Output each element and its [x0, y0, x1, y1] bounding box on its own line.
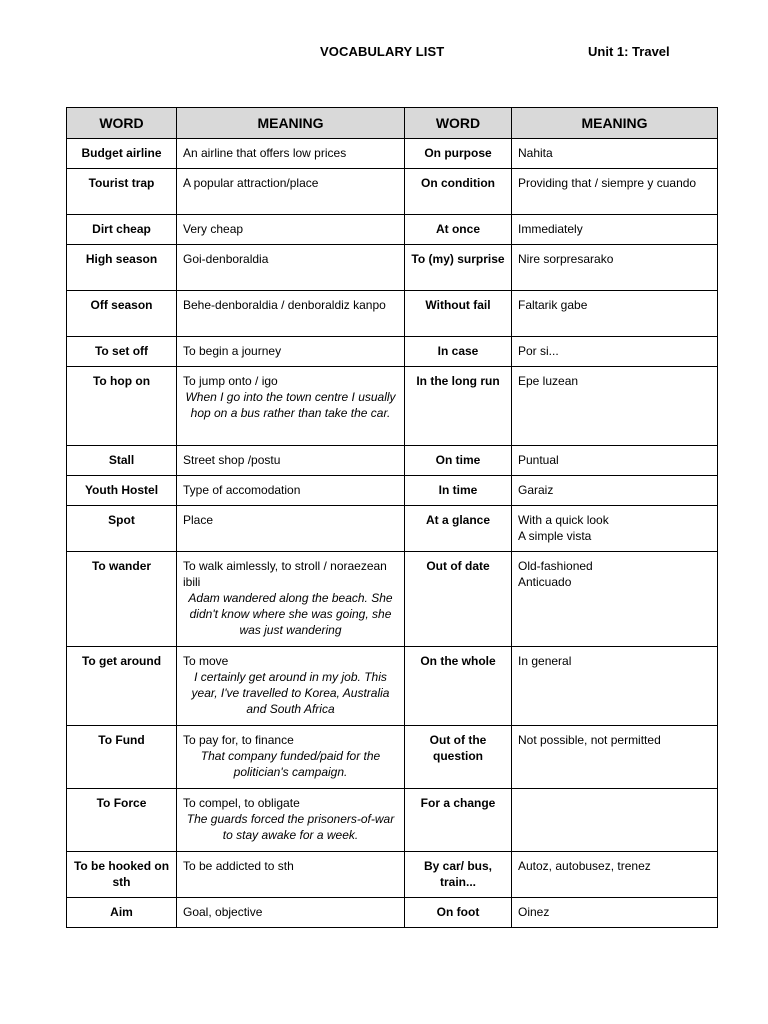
word-cell: High season: [67, 245, 177, 291]
meaning-line: With a quick look: [518, 513, 609, 527]
meaning-text: An airline that offers low prices: [183, 146, 347, 160]
word-cell: Stall: [67, 446, 177, 476]
meaning-text: To walk aimlessly, to stroll / noraezean ibili: [183, 559, 387, 589]
word-cell: In the long run: [405, 367, 512, 446]
meaning-cell: Nahita: [512, 139, 718, 169]
example-sentence: That company funded/paid for the politician's campaign.: [200, 749, 381, 779]
meaning-line: A simple vista: [518, 529, 592, 543]
word-cell: To (my) surprise: [405, 245, 512, 291]
vocabulary-table: [66, 107, 718, 928]
meaning-line: Old-fashioned: [518, 559, 593, 573]
table-header-row: [67, 108, 718, 139]
meaning-cell: Not possible, not permitted: [512, 726, 718, 789]
column-header-word: WORD: [405, 108, 512, 139]
table-row: [67, 506, 718, 552]
table-row: [67, 446, 718, 476]
table-row: [67, 245, 718, 291]
table-row: [67, 789, 718, 852]
word-cell: For a change: [405, 789, 512, 852]
word-cell: Dirt cheap: [67, 215, 177, 245]
word-cell: Aim: [67, 898, 177, 928]
meaning-text: To begin a journey: [183, 344, 282, 358]
table-row: [67, 215, 718, 245]
table-row: [67, 367, 718, 446]
meaning-cell: [177, 726, 405, 789]
word-cell: Youth Hostel: [67, 476, 177, 506]
table-row: [67, 726, 718, 789]
meaning-cell: [177, 169, 405, 215]
meaning-cell: Oinez: [512, 898, 718, 928]
meaning-cell: [177, 789, 405, 852]
word-cell: To set off: [67, 337, 177, 367]
word-cell: On foot: [405, 898, 512, 928]
table-row: [67, 647, 718, 726]
table-row: [67, 852, 718, 898]
word-cell: Out of date: [405, 552, 512, 647]
meaning-cell: Providing that / siempre y cuando: [512, 169, 718, 215]
word-cell: On the whole: [405, 647, 512, 726]
meaning-cell: [177, 215, 405, 245]
table-row: [67, 898, 718, 928]
meaning-text: Street shop /postu: [183, 453, 281, 467]
example-sentence: When I go into the town centre I usually hop on a bus rather than take the car.: [185, 390, 396, 420]
meaning-cell: Faltarik gabe: [512, 291, 718, 337]
meaning-cell: [177, 367, 405, 446]
example-sentence: I certainly get around in my job. This year, I've travelled to Korea, Australia and South Africa: [191, 670, 390, 716]
unit-label: Unit 1: Travel: [588, 44, 670, 59]
word-cell: To wander: [67, 552, 177, 647]
word-cell: Spot: [67, 506, 177, 552]
meaning-cell: [177, 446, 405, 476]
meaning-text: To pay for, to finance: [183, 733, 294, 747]
meaning-cell: Immediately: [512, 215, 718, 245]
word-cell: Budget airline: [67, 139, 177, 169]
meaning-cell: [177, 476, 405, 506]
word-cell: On purpose: [405, 139, 512, 169]
column-header-word: WORD: [67, 108, 177, 139]
meaning-cell: [177, 337, 405, 367]
meaning-cell: Por si...: [512, 337, 718, 367]
meaning-cell: [177, 898, 405, 928]
meaning-cell: [512, 789, 718, 852]
meaning-cell: [512, 506, 718, 552]
column-header-meaning: MEANING: [177, 108, 405, 139]
example-sentence: Adam wandered along the beach. She didn't know where she was going, she was just wandering: [188, 591, 393, 637]
example-sentence: The guards forced the prisoners-of-war to stay awake for a week.: [186, 812, 395, 842]
meaning-text: To move: [183, 654, 229, 668]
meaning-text: A popular attraction/place: [183, 176, 319, 190]
meaning-text: To compel, to obligate: [183, 796, 300, 810]
word-cell: In case: [405, 337, 512, 367]
meaning-text: Goal, objective: [183, 905, 263, 919]
meaning-cell: [177, 647, 405, 726]
meaning-cell: Nire sorpresarako: [512, 245, 718, 291]
word-cell: Without fail: [405, 291, 512, 337]
word-cell: In time: [405, 476, 512, 506]
word-cell: By car/ bus, train...: [405, 852, 512, 898]
word-cell: Off season: [67, 291, 177, 337]
word-cell: On condition: [405, 169, 512, 215]
meaning-cell: In general: [512, 647, 718, 726]
page-title: VOCABULARY LIST: [320, 44, 445, 59]
meaning-cell: [177, 245, 405, 291]
meaning-cell: [177, 552, 405, 647]
meaning-text: Very cheap: [183, 222, 244, 236]
word-cell: At a glance: [405, 506, 512, 552]
table-row: [67, 139, 718, 169]
meaning-cell: Epe luzean: [512, 367, 718, 446]
table-row: [67, 291, 718, 337]
word-cell: To get around: [67, 647, 177, 726]
meaning-text: To be addicted to sth: [183, 859, 294, 873]
meaning-cell: [512, 552, 718, 647]
meaning-cell: [177, 139, 405, 169]
meaning-cell: Garaiz: [512, 476, 718, 506]
table-row: [67, 476, 718, 506]
table-row: [67, 337, 718, 367]
meaning-text: To jump onto / igo: [183, 374, 278, 388]
meaning-cell: [177, 506, 405, 552]
column-header-meaning: MEANING: [512, 108, 718, 139]
word-cell: Tourist trap: [67, 169, 177, 215]
meaning-text: Behe-denboraldia / denboraldiz kanpo: [183, 298, 386, 312]
word-cell: To Force: [67, 789, 177, 852]
meaning-cell: Autoz, autobusez, trenez: [512, 852, 718, 898]
meaning-text: Place: [183, 513, 214, 527]
table-row: [67, 552, 718, 647]
word-cell: Out of the question: [405, 726, 512, 789]
vocabulary-table-body: [67, 139, 718, 928]
meaning-text: Type of accomodation: [183, 483, 301, 497]
meaning-cell: [177, 291, 405, 337]
word-cell: To be hooked on sth: [67, 852, 177, 898]
word-cell: On time: [405, 446, 512, 476]
meaning-cell: [177, 852, 405, 898]
meaning-cell: Puntual: [512, 446, 718, 476]
word-cell: To hop on: [67, 367, 177, 446]
table-row: [67, 169, 718, 215]
word-cell: At once: [405, 215, 512, 245]
meaning-line: Anticuado: [518, 575, 572, 589]
meaning-text: Goi-denboraldia: [183, 252, 269, 266]
word-cell: To Fund: [67, 726, 177, 789]
